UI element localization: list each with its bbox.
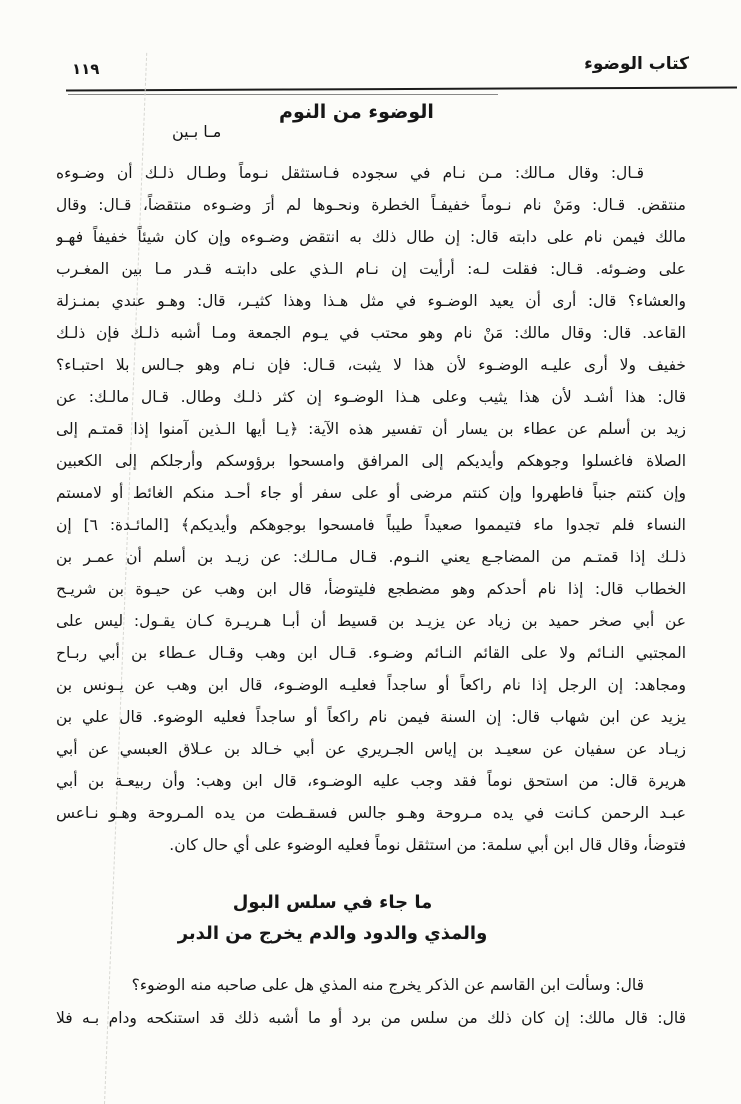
body-line: النساء فلم تجدوا ماء فتيمموا صعيداً طيباً فامسحوا بوجوهكم وأيديكم﴾ [المائـدة: ٦] إن <box>56 516 686 534</box>
body-line: والعشاء؟ قال: أرى أن يعيد الوضـوء في مثل هـذا وهذا كثيـر، قال: وهـو عندي بمنـزلة <box>56 292 686 310</box>
section2-text-block <box>56 969 686 1035</box>
body-line: قـال: وقال مـالك: مـن نـام في سجوده فـاستثقل نـوماً وطـال ذلـك أن وضـوءه <box>56 164 644 182</box>
body-text-block <box>56 157 686 861</box>
body-line: قال: قال مالك: إن كان ذلك من سلس من برد أو ما أشبه ذلك قد استنكحه ودام بـه فلا <box>56 1009 686 1027</box>
body-line: القاعد. قال: وقال مالك: مَنْ نام وهو محتب في يـوم الجمعة ومـا أشبه ذلـك فإن ذلـك <box>56 324 686 342</box>
body-line: خفيف ولا أرى عليـه الوضـوء لأن هذا لا يثبت، قـال: فإن نـام وهو جـالس بلا احتبـاء؟ <box>56 356 686 374</box>
body-line: ذلـك إذا قمتـم من المضاجـع يعني النـوم. قـال مـالـك: عن زيـد بن أسلم أن عمـر بن <box>56 548 686 566</box>
body-line: وإن كنتم جنباً فاطهروا وإن كنتم مرضى أو على سفر أو جاء أحـد منكم الغائط أو لامستم <box>56 484 686 502</box>
body-line: على وضـوئه. قـال: فقلت لـه: أرأيت إن نـام الـذي على دابتـه قـدر مـا بين المغـرب <box>56 260 686 278</box>
section-title-wudu-from-sleep: الوضوء من النوم <box>279 101 434 123</box>
running-head-book-title: كتاب الوضوء <box>584 54 689 74</box>
header-rule <box>66 87 737 92</box>
body-line: هريرة قال: من استحق نوماً فقد وجب عليه الوضـوء، قال ابن وهب: وأن ربيعـة بن أبي <box>56 772 686 790</box>
body-line: ومجاهد: إن الرجل إذا نام راكعاً أو ساجداً فعليـه الوضـوء، قال ابن وهب عن يـونس بن <box>56 676 686 694</box>
stray-side-note: مـا بـين <box>172 122 222 141</box>
section-title-line: والمذي والدود والدم يخرج من الدبر <box>177 923 488 944</box>
body-line: الخطاب قال: إذا نام أحدكم وهو مضطجع فليتوضأ، قال ابن وهب عن حيـوة بن شريـح <box>56 580 686 598</box>
header-rule-secondary <box>68 94 498 95</box>
body-line: عبـد الرحمن كـانت في يده مـروحة وهـو جالس فسقـطت من يده المـروحة وهـو نـاعس <box>56 804 686 822</box>
section-title-urinary-incontinence <box>0 887 741 949</box>
section-title-line: ما جاء في سلس البول <box>232 892 433 913</box>
body-line: فتوضأ، وقال قال ابن أبي سلمة: من استثقل نوماً فعليه الوضوء على أي حال كان. <box>169 836 686 854</box>
body-line: عن أبي صخر حميد بن زياد عن يزيـد بن قسيط أن أبـا هـريـرة كـان يقـول: ليس على <box>56 612 686 630</box>
body-line: مالك فيمن نام على دابته قال: إن طال ذلك به انتقض وضـوءه وإن كان شيئاً خفيفاً فهـو <box>56 228 686 246</box>
body-line: الصلاة فاغسلوا وجوهكم وأيديكم إلى المرافق وامسحوا برؤوسكم وأرجلكم إلى الكعبين <box>56 452 686 470</box>
body-line: يزيد عن ابن شهاب قال: إن السنة فيمن نام راكعاً أو ساجداً فعليه الوضوء. قال علي بن <box>56 708 686 726</box>
body-line: قال: وسألت ابن القاسم عن الذكر يخرج منه المذي هل على صاحبه منه الوضوء؟ <box>131 976 644 994</box>
page-number: ١١٩ <box>72 60 100 78</box>
body-line: قال: هذا أشـد لأن هذا يثيب وعلى هـذا الوضـوء إن كثر ذلـك وطال. قـال مالـك: عن <box>56 388 686 406</box>
body-line: منتقض. قـال: ومَنْ نام نـوماً خفيفـاً الخطرة ونحـوها لم أرَ وضـوءه منتقضاً، قـال: وقال <box>56 196 686 214</box>
body-line: زيـاد عن سفيان عن سعيـد بن إياس الجـريري عن أبي خـالد بن عـلاق العبسي عن أبي <box>56 740 686 758</box>
body-line: المجتبي النـائم ولا على القائم النـائم وضـوء. قـال ابن وهب وقـال عـطاء بن أبي ربـاح <box>56 644 686 662</box>
body-line: زيد بن أسلم عن عطاء بن يسار أن تفسير هذه الآية: ﴿يـا أيها الـذين آمنوا إذا قمتـم إلى <box>56 420 686 438</box>
